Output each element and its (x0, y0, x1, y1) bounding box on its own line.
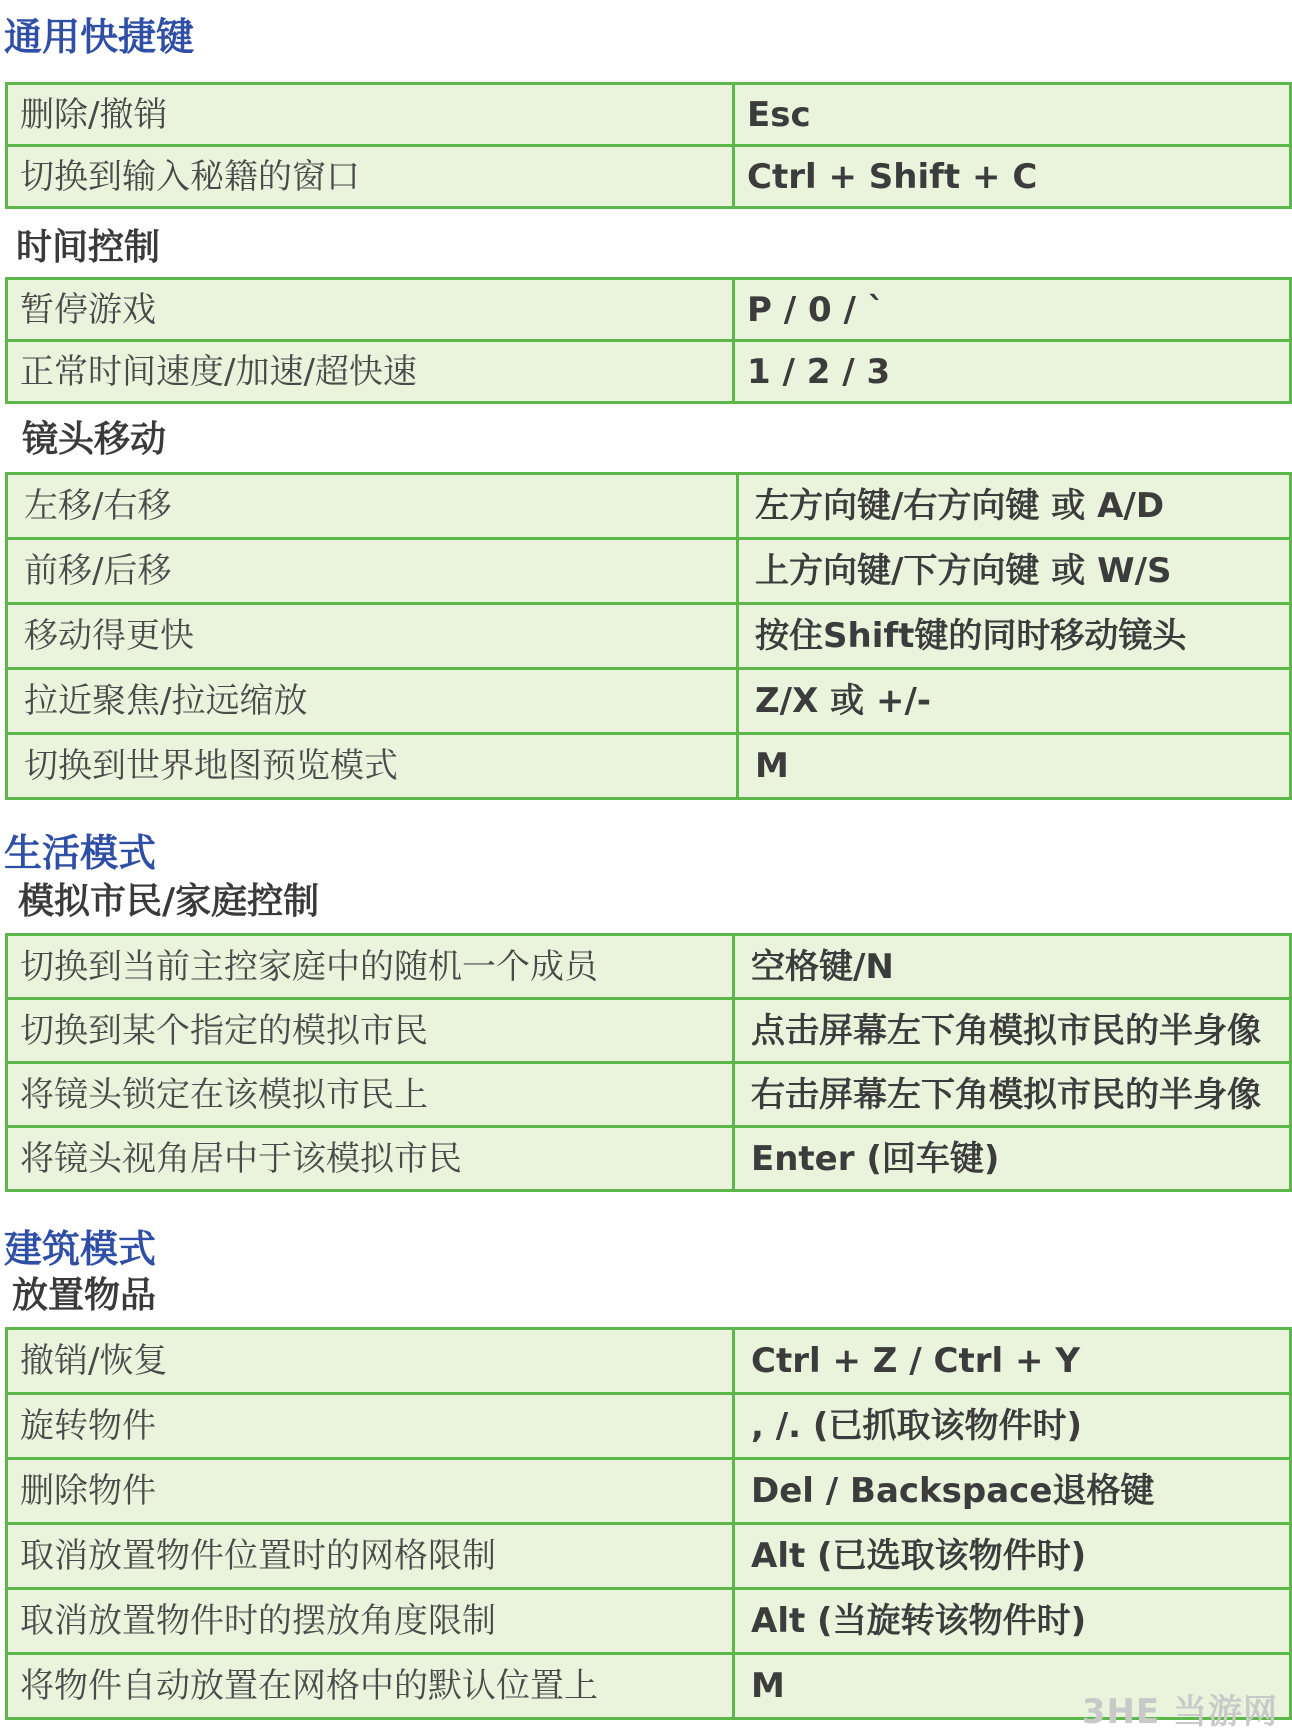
table-row (7, 1459, 1291, 1524)
section-title-general: 通用快捷键 (4, 15, 195, 59)
key-cell: 点击屏幕左下角模拟市民的半身像 (734, 999, 1291, 1063)
action-cell: 暂停游戏 (7, 279, 734, 341)
action-cell: 左移/右移 (7, 474, 738, 539)
action-cell: 将镜头锁定在该模拟市民上 (7, 1063, 734, 1127)
key-cell: 右击屏幕左下角模拟市民的半身像 (734, 1063, 1291, 1127)
action-cell: 切换到世界地图预览模式 (7, 734, 738, 799)
action-cell: 撤销/恢复 (7, 1329, 734, 1394)
table-row (7, 1063, 1291, 1127)
section-subtitle-build-mode: 放置物品 (12, 1275, 157, 1316)
section-title-live-mode: 生活模式 (4, 831, 157, 875)
table-row (7, 1589, 1291, 1654)
key-cell: Del / Backspace退格键 (734, 1459, 1291, 1524)
key-cell: Alt (当旋转该物件时) (734, 1589, 1291, 1654)
table-live-mode (5, 933, 1292, 1192)
key-cell: Z/X 或 +/- (738, 669, 1291, 734)
key-cell: 上方向键/下方向键 或 W/S (738, 539, 1291, 604)
action-cell: 切换到某个指定的模拟市民 (7, 999, 734, 1063)
key-cell: , /. (已抓取该物件时) (734, 1394, 1291, 1459)
key-cell: P / 0 / ` (734, 279, 1291, 341)
table-row (7, 279, 1291, 341)
action-cell: 将镜头视角居中于该模拟市民 (7, 1127, 734, 1191)
table-row (7, 1329, 1291, 1394)
table-row (7, 669, 1291, 734)
action-cell: 删除物件 (7, 1459, 734, 1524)
section-title-camera: 镜头移动 (22, 419, 167, 460)
table-row (7, 341, 1291, 403)
table-row (7, 935, 1291, 999)
table-row (7, 84, 1291, 146)
table-row (7, 539, 1291, 604)
action-cell: 删除/撤销 (7, 84, 734, 146)
section-title-time: 时间控制 (16, 227, 161, 268)
key-cell: 左方向键/右方向键 或 A/D (738, 474, 1291, 539)
action-cell: 正常时间速度/加速/超快速 (7, 341, 734, 403)
table-row (7, 604, 1291, 669)
action-cell: 取消放置物件时的摆放角度限制 (7, 1589, 734, 1654)
action-cell: 将物件自动放置在网格中的默认位置上 (7, 1654, 734, 1719)
action-cell: 移动得更快 (7, 604, 738, 669)
table-row (7, 474, 1291, 539)
table-build-mode (5, 1327, 1292, 1720)
table-camera (5, 472, 1292, 800)
key-cell: Alt (已选取该物件时) (734, 1524, 1291, 1589)
key-cell: Ctrl + Shift + C (734, 146, 1291, 208)
action-cell: 拉近聚焦/拉远缩放 (7, 669, 738, 734)
action-cell: 旋转物件 (7, 1394, 734, 1459)
key-cell: Esc (734, 84, 1291, 146)
table-row (7, 1394, 1291, 1459)
table-row (7, 999, 1291, 1063)
watermark-logo: 3HE 当游网 (1081, 1692, 1278, 1732)
key-cell: M (738, 734, 1291, 799)
key-cell: M (734, 1654, 1291, 1719)
key-cell: 1 / 2 / 3 (734, 341, 1291, 403)
table-row (7, 734, 1291, 799)
key-cell: 空格键/N (734, 935, 1291, 999)
table-row (7, 146, 1291, 208)
key-cell: Enter (回车键) (734, 1127, 1291, 1191)
table-general (5, 82, 1292, 209)
table-row (7, 1127, 1291, 1191)
table-time (5, 277, 1292, 404)
table-row (7, 1524, 1291, 1589)
key-cell: Ctrl + Z / Ctrl + Y (734, 1329, 1291, 1394)
action-cell: 前移/后移 (7, 539, 738, 604)
action-cell: 切换到输入秘籍的窗口 (7, 146, 734, 208)
key-cell: 按住Shift键的同时移动镜头 (738, 604, 1291, 669)
action-cell: 切换到当前主控家庭中的随机一个成员 (7, 935, 734, 999)
section-title-build-mode: 建筑模式 (4, 1227, 157, 1271)
action-cell: 取消放置物件位置时的网格限制 (7, 1524, 734, 1589)
section-subtitle-live-mode: 模拟市民/家庭控制 (18, 881, 320, 922)
